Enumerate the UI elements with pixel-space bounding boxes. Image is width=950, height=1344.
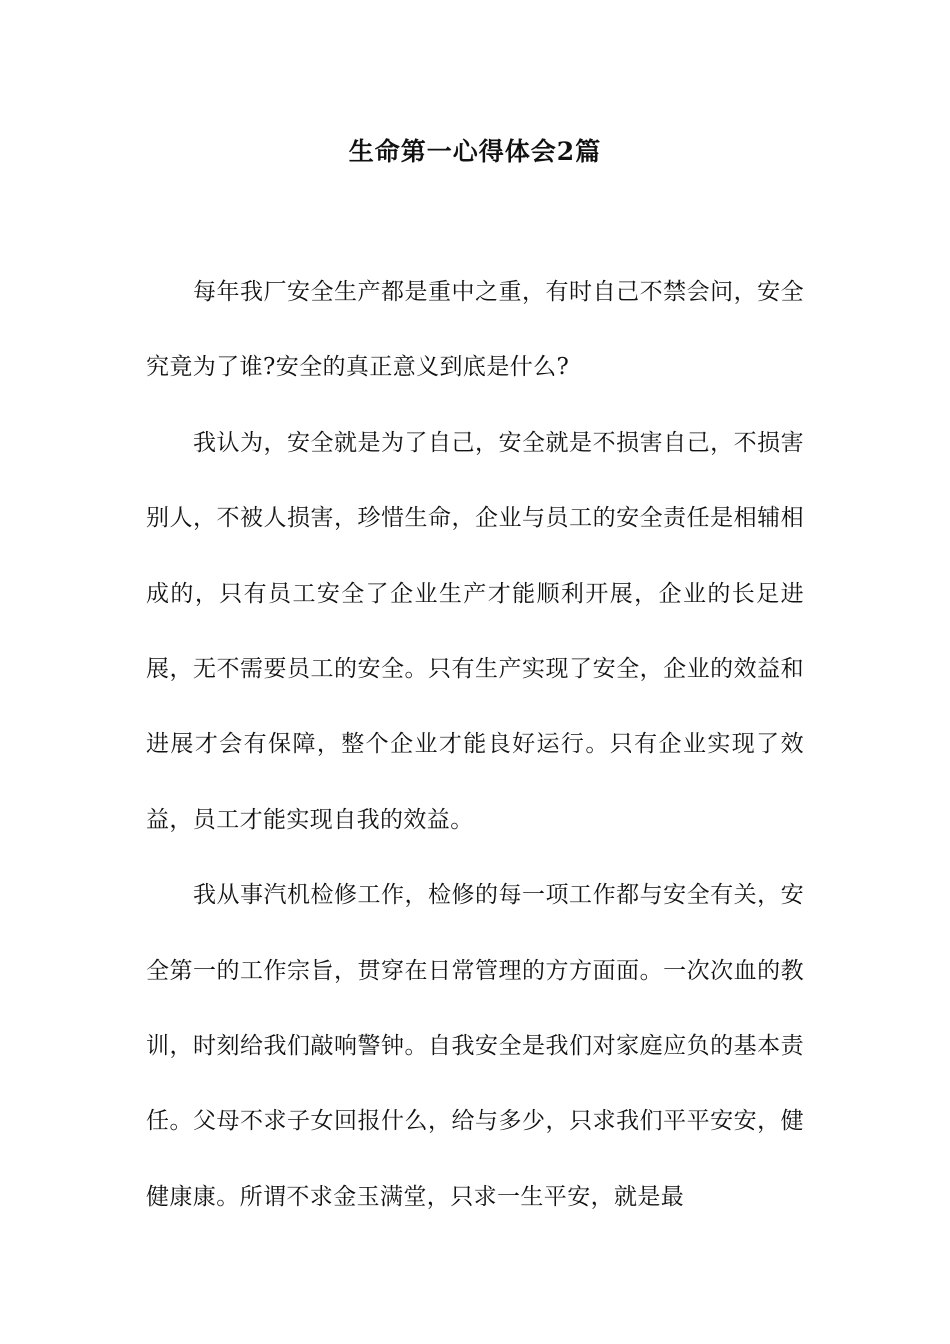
document-title: 生命第一心得体会2篇 <box>348 137 602 166</box>
paragraph-3: 我从事汽机检修工作，检修的每一项工作都与安全有关，安全第一的工作宗旨，贯穿在日常管理的方方面面。一次次血的教训，时刻给我们敲响警钟。自我安全是我们对家庭应负的基本责任。父母不求子女回报什么，给与多少，只求我们平平安安，健健康康。所谓不求金玉满堂，只求一生平安，就是最 <box>146 882 804 1210</box>
paragraph-2: 我认为，安全就是为了自己，安全就是不损害自己，不损害别人，不被人损害，珍惜生命，企业与员工的安全责任是相辅相成的，只有员工安全了企业生产才能顺利开展，企业的长足进展，无不需要员工的安全。只有生产实现了安全，企业的效益和进展才会有保障，整个企业才能良好运行。只有企业实现了效益，员工才能实现自我的效益。 <box>146 429 804 833</box>
paragraph-1: 每年我厂安全生产都是重中之重，有时自己不禁会问，安全究竟为了谁?安全的真正意义到底是什么? <box>146 279 804 381</box>
document-body <box>146 255 804 1235</box>
